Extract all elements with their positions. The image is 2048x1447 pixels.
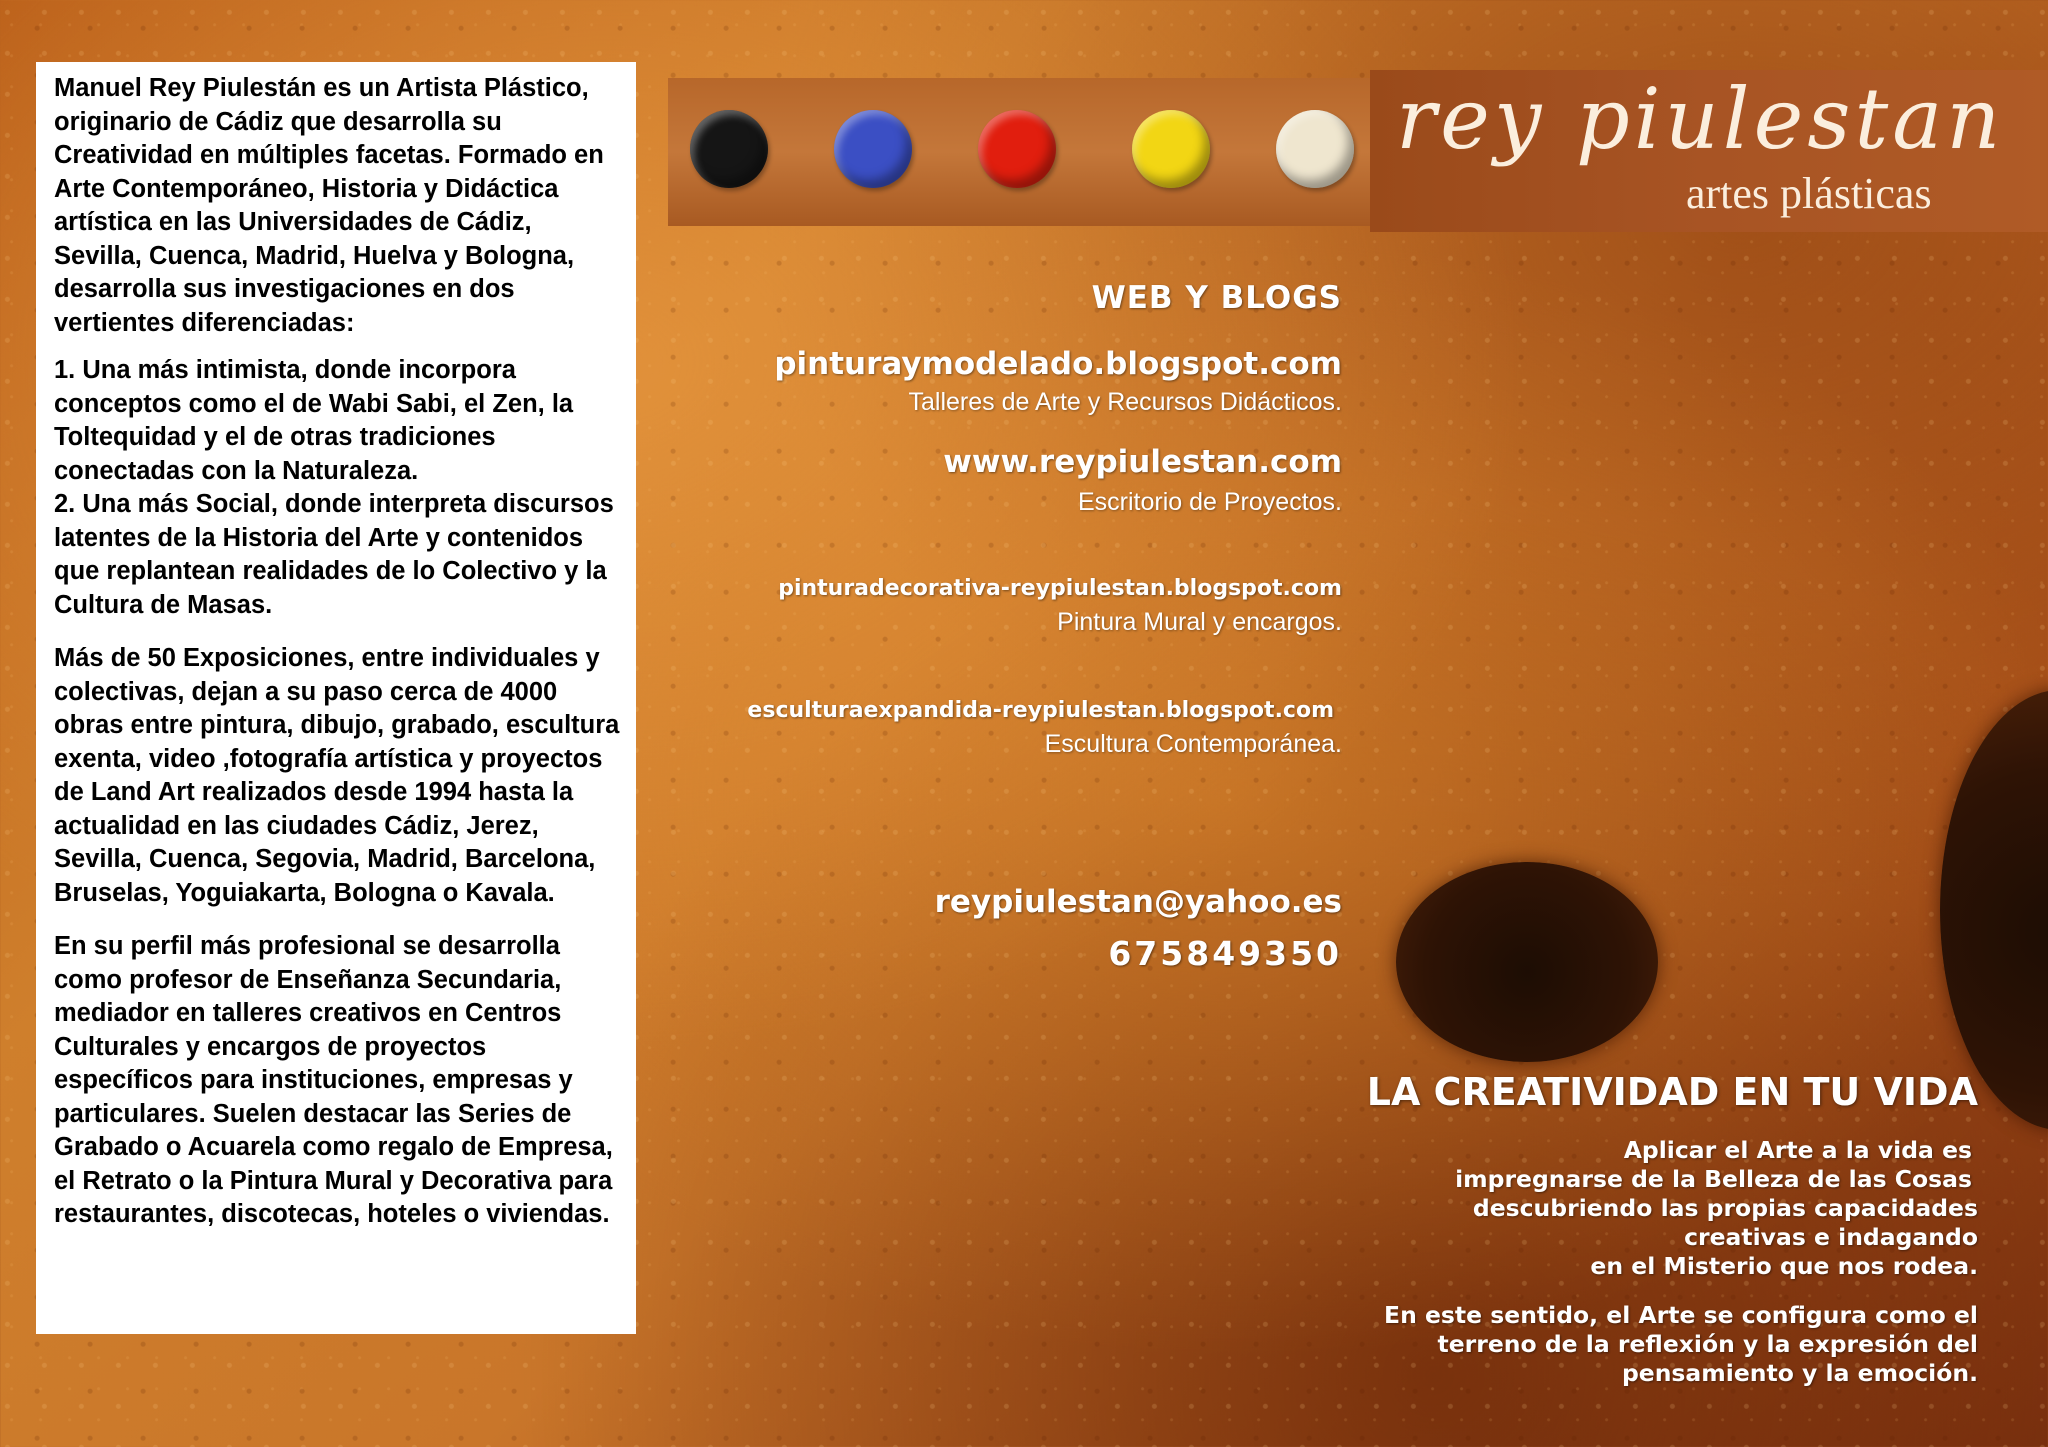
bio-professional-paragraph: En su perfil más profesional se desarrolla como profesor de Enseñanza Secundaria, mediador en talleres creativos en Centros Culturales y encargos de proyectos específicos para instituciones, empresas y particulares. Suelen destacar las Series de Grabado o Acuarela como regalo de Empresa, el Retrato o la Pintura Mural y Decorativa para restaurantes, discotecas, hoteles o viviendas.: [54, 932, 613, 1228]
paint-dot-red: [978, 110, 1056, 188]
desc-pinturadecorativa: Pintura Mural y encargos.: [1057, 608, 1342, 636]
bio-panel: [36, 62, 636, 1334]
creativity-line: terreno de la reflexión y la expresión del: [1437, 1330, 1978, 1358]
link-pinturadecorativa[interactable]: pinturadecorativa-reypiulestan.blogspot.com: [778, 576, 1342, 601]
logo-subtitle: artes plásticas: [1686, 169, 1932, 218]
desc-esculturaexpandida: Escultura Contemporánea.: [1044, 730, 1342, 758]
logo-block: [1370, 70, 2048, 232]
creativity-line: En este sentido, el Arte se configura como el: [1384, 1301, 1978, 1329]
phone-number: 675849350: [1108, 934, 1342, 973]
creativity-title: LA CREATIVIDAD EN TU VIDA: [1366, 1070, 1978, 1114]
paint-dot-black: [690, 110, 768, 188]
bio-social-paragraph: 2. Una más Social, donde interpreta discursos latentes de la Historia del Arte y contenidos que replantean realidades de lo Colectivo y la Cultura de Masas.: [54, 490, 614, 619]
creativity-line: impregnarse de la Belleza de las Cosas: [1455, 1165, 1972, 1193]
desc-pinturaymodelado: Talleres de Arte y Recursos Didácticos.: [908, 388, 1342, 416]
paint-dot-blue: [834, 110, 912, 188]
creativity-section: [1278, 1070, 1978, 1388]
creativity-line: pensamiento y la emoción.: [1621, 1359, 1978, 1387]
creativity-line: creativas e indagando: [1684, 1223, 1978, 1251]
paint-dots-strip: [668, 78, 1370, 226]
creativity-line: en el Misterio que nos rodea.: [1590, 1252, 1978, 1280]
creativity-line: descubriendo las propias capacidades: [1472, 1194, 1978, 1222]
bio-intimate-paragraph: 1. Una más intimista, donde incorpora conceptos como el de Wabi Sabi, el Zen, la Toltequidad y el de otras tradiciones conectadas con la Naturaleza.: [54, 356, 574, 485]
dark-hole-center: [1396, 862, 1658, 1062]
bio-exhibitions-paragraph: Más de 50 Exposiciones, entre individuales y colectivas, dejan a su paso cerca de 4000 obras entre pintura, dibujo, grabado, escultura exenta, video ,fotografía artística y proyectos de Land Art realizados desde 1994 hasta la actualidad en las ciudades Cádiz, Jerez, Sevilla, Cuenca, Segovia, Madrid, Barcelona, Bruselas, Yoguiakarta, Bologna o Kavala.: [54, 644, 620, 907]
logo-script: rey piulestan: [1396, 70, 2005, 168]
paint-dot-yellow: [1132, 110, 1210, 188]
email-link[interactable]: reypiulestan@yahoo.es: [934, 884, 1342, 920]
web-heading: WEB Y BLOGS: [1091, 280, 1342, 316]
desc-reypiulestan-web: Escritorio de Proyectos.: [1078, 488, 1342, 516]
link-reypiulestan-web[interactable]: www.reypiulestan.com: [943, 444, 1342, 480]
bio-intro-paragraph: Manuel Rey Piulestán es un Artista Plástico, originario de Cádiz que desarrolla su Creatividad en múltiples facetas. Formado en Arte Contemporáneo, Historia y Didáctica artística en las Universidades de Cádiz, Sevilla, Cuenca, Madrid, Huelva y Bologna, desarrolla sus investigaciones en dos vertientes diferenciadas:: [54, 74, 604, 337]
link-esculturaexpandida[interactable]: esculturaexpandida-reypiulestan.blogspot.com: [747, 698, 1334, 723]
creativity-line: Aplicar el Arte a la vida es: [1623, 1136, 1972, 1164]
paint-dot-white: [1276, 110, 1354, 188]
link-pinturaymodelado[interactable]: pinturaymodelado.blogspot.com: [774, 346, 1342, 382]
